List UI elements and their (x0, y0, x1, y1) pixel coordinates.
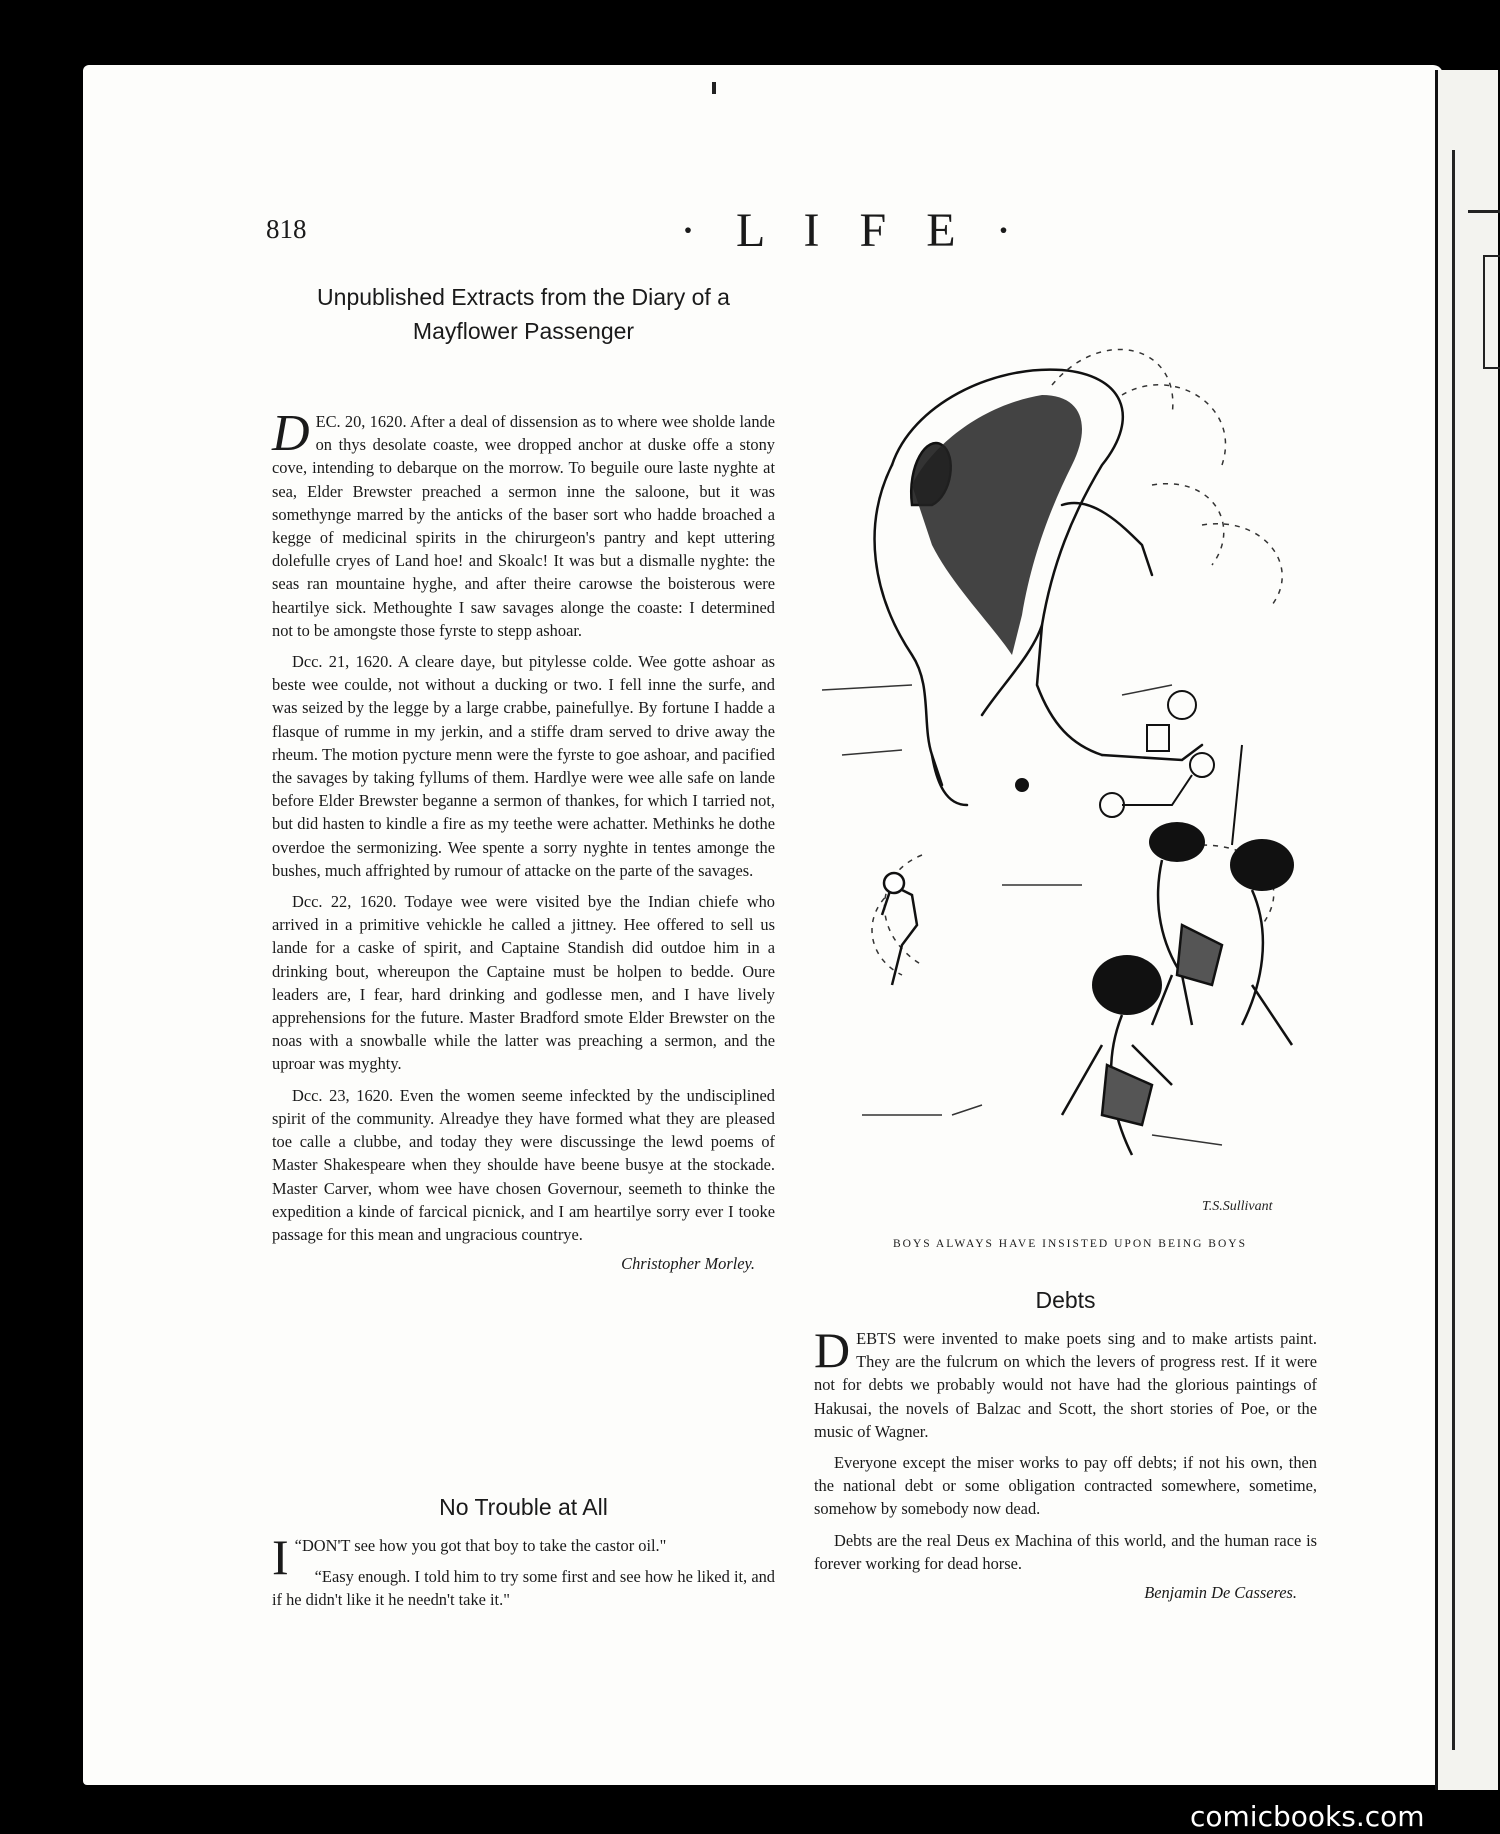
svg-text:T.S.Sullivant: T.S.Sullivant (1202, 1199, 1273, 1214)
page-edge-rule (1452, 150, 1455, 1750)
debts-para-1 (814, 1322, 1317, 1443)
drop-cap: D (272, 405, 310, 462)
diary-author: Christopher Morley. (621, 1254, 755, 1274)
debts-article (814, 1322, 1317, 1604)
page-edge-box (1483, 255, 1500, 369)
page-edge-stub (1468, 210, 1500, 213)
diary-entry-1 (272, 405, 775, 642)
diary-title: Unpublished Extracts from the Diary of a Mayflower Passenger (317, 284, 730, 344)
page-number: 818 (266, 214, 307, 244)
diary-entry-3: Dcc. 22, 1620. Todaye wee were visited bye the Indian chiefe who arrived in a primitive vehickle he called a jittney. Hee offered to sell us lande for a caske of spirit, and Captaine Standish did outdoe him in a drinking bout, whereupon the Captaine must be holpen to bedde. Oure leaders are, I fear, hard drinking and godlesse men, and I have lively apprehensions for the future. Master Bradford smote Elder Brewster on the noas with a snowballe while the latter was preaching a sermon, and the uproar was myghty. (272, 892, 775, 1074)
illustration-caption: BOYS ALWAYS HAVE INSISTED UPON BEING BOYS (893, 1238, 1247, 1250)
diary-entry-1-text: EC. 20, 1620. After a deal of dissension as to where wee sholde lande on thys desolate coaste, wee dropped anchor at duske offe a stony cove, intending to debarque on the morrow. To beguile oure laste nyghte at sea, Elder Brewster preached a sermon inne the saloone, but it was somethynge marred by the anticks of the baser sort who hadde broached a kegge of medicinal spirits in the chirurgeon's pantry and kept uttering dolefulle cryes of Land hoe! and Skoalc! It was but a dismalle nyghte: the seas ran mountaine hyghe, and after theire carowse the boisterous were heartilye sick. Methoughte I saw savages alonge the coaste: I determined not to be amongste those fyrste to stepp ashoar. (272, 412, 775, 640)
trouble-title: No Trouble at All (439, 1494, 608, 1520)
diary-article (272, 405, 775, 1275)
drop-cap: I (272, 1529, 289, 1585)
debts-title: Debts (1035, 1287, 1096, 1313)
trouble-article (272, 1529, 775, 1612)
debts-author: Benjamin De Casseres. (1144, 1583, 1297, 1603)
adjacent-page-edge (1435, 70, 1498, 1790)
debts-para-3: Debts are the real Deus ex Machina of this world, and the human race is forever working for dead horse. (814, 1530, 1317, 1573)
watermark: comicbooks.com (1190, 1800, 1425, 1833)
diary-entry-2: Dcc. 21, 1620. A cleare daye, but pitylesse colde. Wee gotte ashoar as beste wee coulde, not without a ducking or two. I fell inne the surfe, and was seized by the legge by a large crabbe, painefullye. By fortune I hadde a flasque of rumme in my jerkin, and a stiffe dram served to drive away the rheum. The motion pycture menn were the fyrste to goe ashoar, and pacified the savages by taking fyllums of them. Hardlye were wee alle safe on lande before Elder Brewster beganne a sermon of thankes, for which I tarried not, but did hasten to kindle a fire as my teethe were achatter. Methinks he dothe overdoe the sermonizing. Wee spente a sorry nyghte in tentes amonge the bushes, much affrighted by rumour of attacke on the parte of the savages. (272, 652, 775, 880)
debts-para-1-text: EBTS were invented to make poets sing and to make artists paint. They are the fulcrum on which the levers of progress rest. If it were not for debts we probably would not have had the glorious paintings of Hakusai, the novels of Balzac and Scott, the short stories of Poe, or the music of Wagner. (814, 1329, 1317, 1441)
trouble-para-1 (272, 1529, 775, 1585)
masthead: · L I F E · (680, 204, 1026, 257)
drop-cap: D (814, 1322, 851, 1378)
debts-para-2: Everyone except the miser works to pay off debts; if not his own, then the national debt or some obligation contracted somewhere, sometime, somehow by somebody now dead. (814, 1453, 1317, 1519)
diary-entry-4: Dcc. 23, 1620. Even the women seeme infeckted by the undisciplined spirit of the community. Alreadye they have formed what they are pleased toe calle a clubbe, and today they were discussinge the lewd poems of Master Shakespeare when they shoulde have beene busye at the stockade. Master Carver, whom wee have chosen Governour, seemeth to thinke the expedition a kinde of farcical picnick, and I am heartilye sorry ever I tooke passage for this mean and ungracious countrye. (272, 1085, 775, 1244)
top-mark (712, 82, 716, 94)
cartoon-illustration (822, 325, 1347, 1225)
trouble-para-1-text: DON'T see how you got that boy to take the castor oil." (301, 1536, 667, 1555)
trouble-para-2: “Easy enough. I told him to try some first and see how he liked it, and if he didn't like it he needn't take it." (272, 1567, 775, 1610)
open-quote: “ (294, 1536, 302, 1555)
